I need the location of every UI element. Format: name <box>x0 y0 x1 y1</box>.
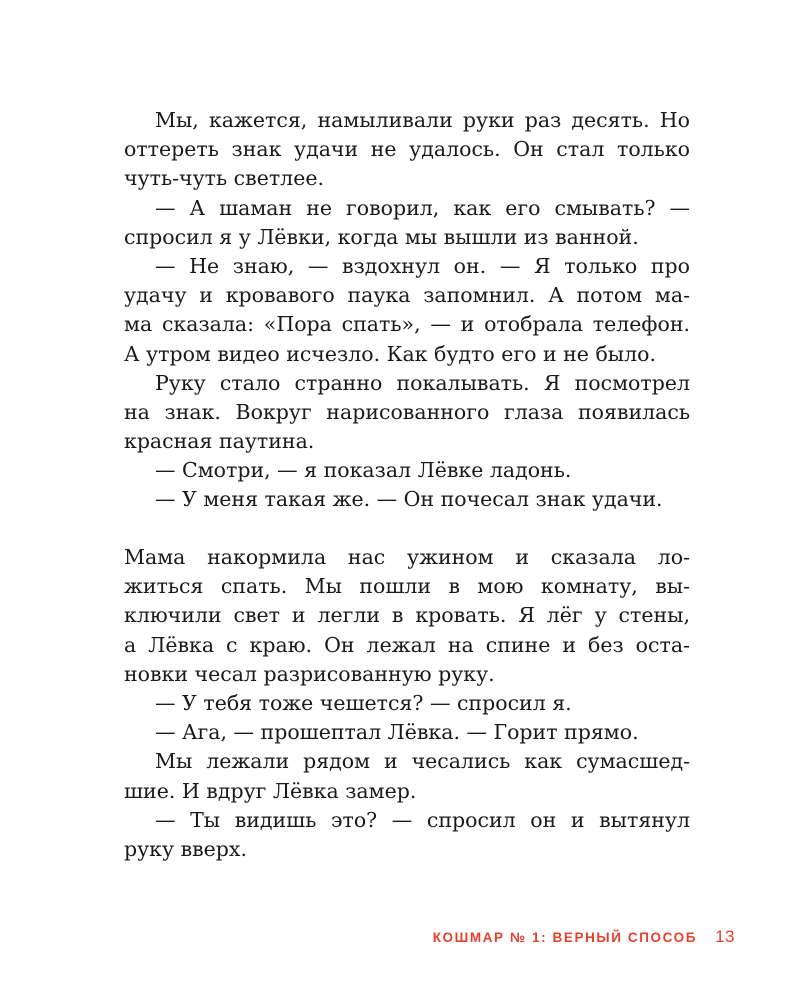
text-line: шие. И вдруг Лёвка замер. <box>124 778 417 803</box>
text-block-1 <box>124 106 690 515</box>
text-line: — Не знаю, — вздохнул он. — Я только про <box>155 253 690 278</box>
text-line: ключили свет и легли в кровать. Я лёг у стены, <box>124 603 690 628</box>
text-line: житься спать. Мы пошли в мою комнату, вы- <box>124 574 690 599</box>
text-line: Мама накормила нас ужином и сказала ло- <box>124 545 690 569</box>
text-line: спросил я у Лёвки, когда мы вышли из ванной. <box>124 224 639 249</box>
page-footer <box>0 925 735 949</box>
text-line: Мы, кажется, намыливали руки раз десять. Но <box>155 108 690 132</box>
text-line: — Смотри, — я показал Лёвке ладонь. <box>155 458 572 483</box>
text-line: — У тебя тоже чешется? — спросил я. <box>155 690 572 715</box>
text-line: ма сказала: «Пора спать», — и отобрала телефон. <box>124 312 690 337</box>
text-line: Мы лежали рядом и чесались как сумасшед- <box>155 749 690 774</box>
running-head: КОШМАР № 1: ВЕРНЫЙ СПОСОБ <box>432 929 698 945</box>
text-line: — Ага, — прошептал Лёвка. — Горит прямо. <box>155 720 639 745</box>
page-number: 13 <box>715 927 735 946</box>
text-line: — Ты видишь это? — спросил он и вытянул <box>155 807 690 832</box>
text-line: Руку стало странно покалывать. Я посмотрел <box>155 370 690 395</box>
text-line: на знак. Вокруг нарисованного глаза появилась <box>124 399 690 424</box>
text-line: а Лёвка с краю. Он лежал на спине и без оста- <box>124 632 690 657</box>
text-block-2 <box>124 543 690 864</box>
text-line: оттереть знак удачи не удалось. Он стал только <box>124 137 690 162</box>
text-line: новки чесал разрисованную руку. <box>124 661 495 686</box>
text-line: А утром видео исчезло. Как будто его и не было. <box>124 341 656 366</box>
text-line: чуть-чуть светлее. <box>124 166 324 191</box>
text-line: удачу и кровавого паука запомнил. А потом ма- <box>124 283 690 308</box>
text-line: красная паутина. <box>124 429 315 454</box>
text-line: — У меня такая же. — Он почесал знак удачи. <box>155 487 663 512</box>
text-line: — А шаман не говорил, как его смывать? — <box>155 195 690 220</box>
text-line: руку вверх. <box>124 836 247 861</box>
